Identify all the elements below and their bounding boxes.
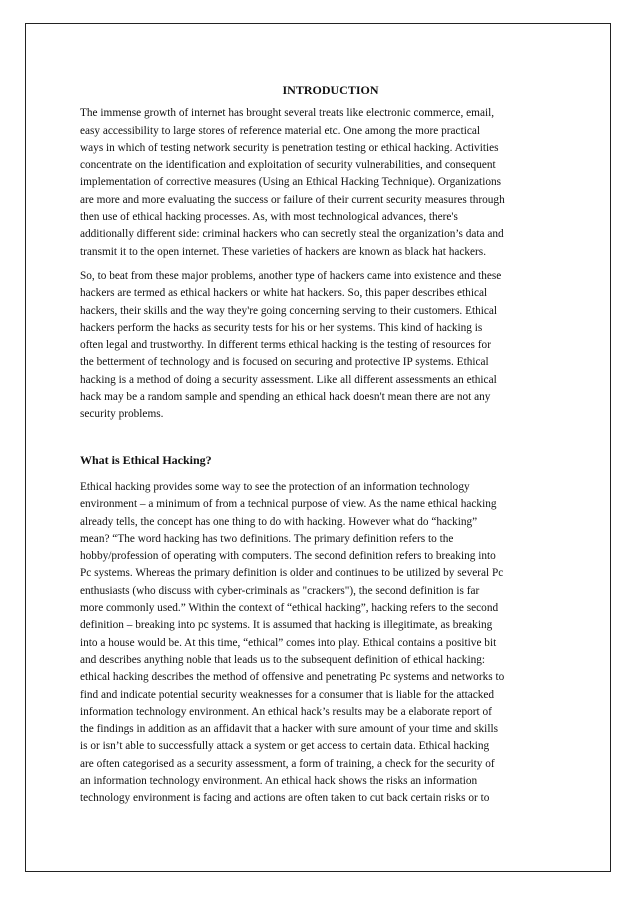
text-line: mean? “The word hacking has two definitions. The primary definition refers to the [80, 532, 454, 545]
intro-paragraph-1 [80, 105, 561, 261]
text-line: the betterment of technology and is focused on securing and protective IP systems. Ethical [80, 356, 489, 369]
text-line: environment – a minimum of from a technical purpose of view. As the name ethical hacking [80, 498, 497, 511]
text-line: ethical hacking describes the method of offensive and penetrating Pc systems and networks to [80, 671, 505, 684]
text-line: The immense growth of internet has brought several treats like electronic commerce, email, [80, 107, 495, 120]
text-line: security problems. [80, 408, 164, 421]
text-line: additionally different side: criminal hackers who can secretly steal the organization’s data and [80, 228, 504, 241]
text-line: So, to beat from these major problems, another type of hackers came into existence and these [80, 269, 502, 282]
text-line: technology environment is facing and actions are often taken to cut back certain risks or to [80, 792, 490, 805]
text-line: hack may be a random sample and spending an ethical hack doesn't mean there are not any [80, 391, 491, 404]
paragraph-spacer [80, 261, 561, 268]
text-line: implementation of corrective measures (Using an Ethical Hacking Technique). Organizations [80, 176, 502, 189]
text-line: an information technology environment. An ethical hack shows the risks an information [80, 774, 478, 787]
text-line: hackers perform the hacks as security tests for his or her systems. This kind of hacking is [80, 321, 483, 334]
text-line: find and indicate potential security weaknesses for a consumer that is liable for the attacked [80, 688, 495, 701]
text-line: concentrate on the identification and exploitation of security vulnerabilities, and consequent [80, 159, 496, 172]
text-line: Ethical hacking provides some way to see the protection of an information technology [80, 480, 470, 493]
text-line: definition – breaking into pc systems. It is assumed that hacking is illegitimate, as breaking [80, 619, 493, 632]
text-line: ways in which of testing network security is penetration testing or ethical hacking. Activities [80, 141, 499, 154]
text-line: more commonly used.” Within the context of “ethical hacking”, hacking refers to the second [80, 602, 499, 615]
text-line: already tells, the concept has one thing to do with hacking. However what do “hacking” [80, 515, 478, 528]
text-line: easy accessibility to large stores of reference material etc. One among the more practical [80, 124, 481, 137]
text-line: and describes anything noble that leads us to the subsequent definition of ethical hacking: [80, 653, 486, 666]
text-line: transmit it to the open internet. These varieties of hackers are known as black hat hackers. [80, 245, 487, 258]
section-paragraph [80, 479, 561, 808]
text-line: the findings in addition as an affidavit that a hacker with sure amount of your time and skills [80, 723, 498, 736]
intro-paragraph-2 [80, 268, 561, 424]
section-heading: What is Ethical Hacking? [80, 452, 212, 467]
text-line: information technology environment. An ethical hack’s results may be a elaborate report of [80, 705, 492, 718]
text-line: Pc systems. Whereas the primary definition is older and continues to be utilized by several Pc [80, 567, 504, 580]
text-line: hobby/profession of operating with computers. The second definition refers to breaking into [80, 550, 496, 563]
text-line: is or isn’t able to successfully attack a system or get access to certain data. Ethical hacking [80, 740, 490, 753]
text-line: hackers, their skills and the way they're going concerning serving to their customers. Ethical [80, 304, 498, 317]
text-line: are more and more evaluating the success or failure of their current security measures through [80, 193, 505, 206]
document-title: INTRODUCTION [282, 83, 379, 97]
text-line: enthusiasts (who discuss with cyber-criminals as "crackers"), the second definition is far [80, 584, 480, 597]
section-spacer [80, 424, 561, 452]
text-line: hacking is a method of doing a security assessment. Like all different assessments an ethical [80, 373, 497, 386]
text-line: often legal and trustworthy. In different terms ethical hacking is the testing of resources for [80, 339, 491, 352]
document-body [80, 82, 561, 808]
text-line: hackers are termed as ethical hackers or white hat hackers. So, this paper describes ethical [80, 287, 488, 300]
text-line: then use of ethical hacking processes. As, with most technological advances, there's [80, 211, 458, 224]
text-line: are often categorised as a security assessment, a form of training, a check for the security of [80, 757, 495, 770]
text-line: into a house would be. At this time, “ethical” comes into play. Ethical contains a positive bit [80, 636, 497, 649]
